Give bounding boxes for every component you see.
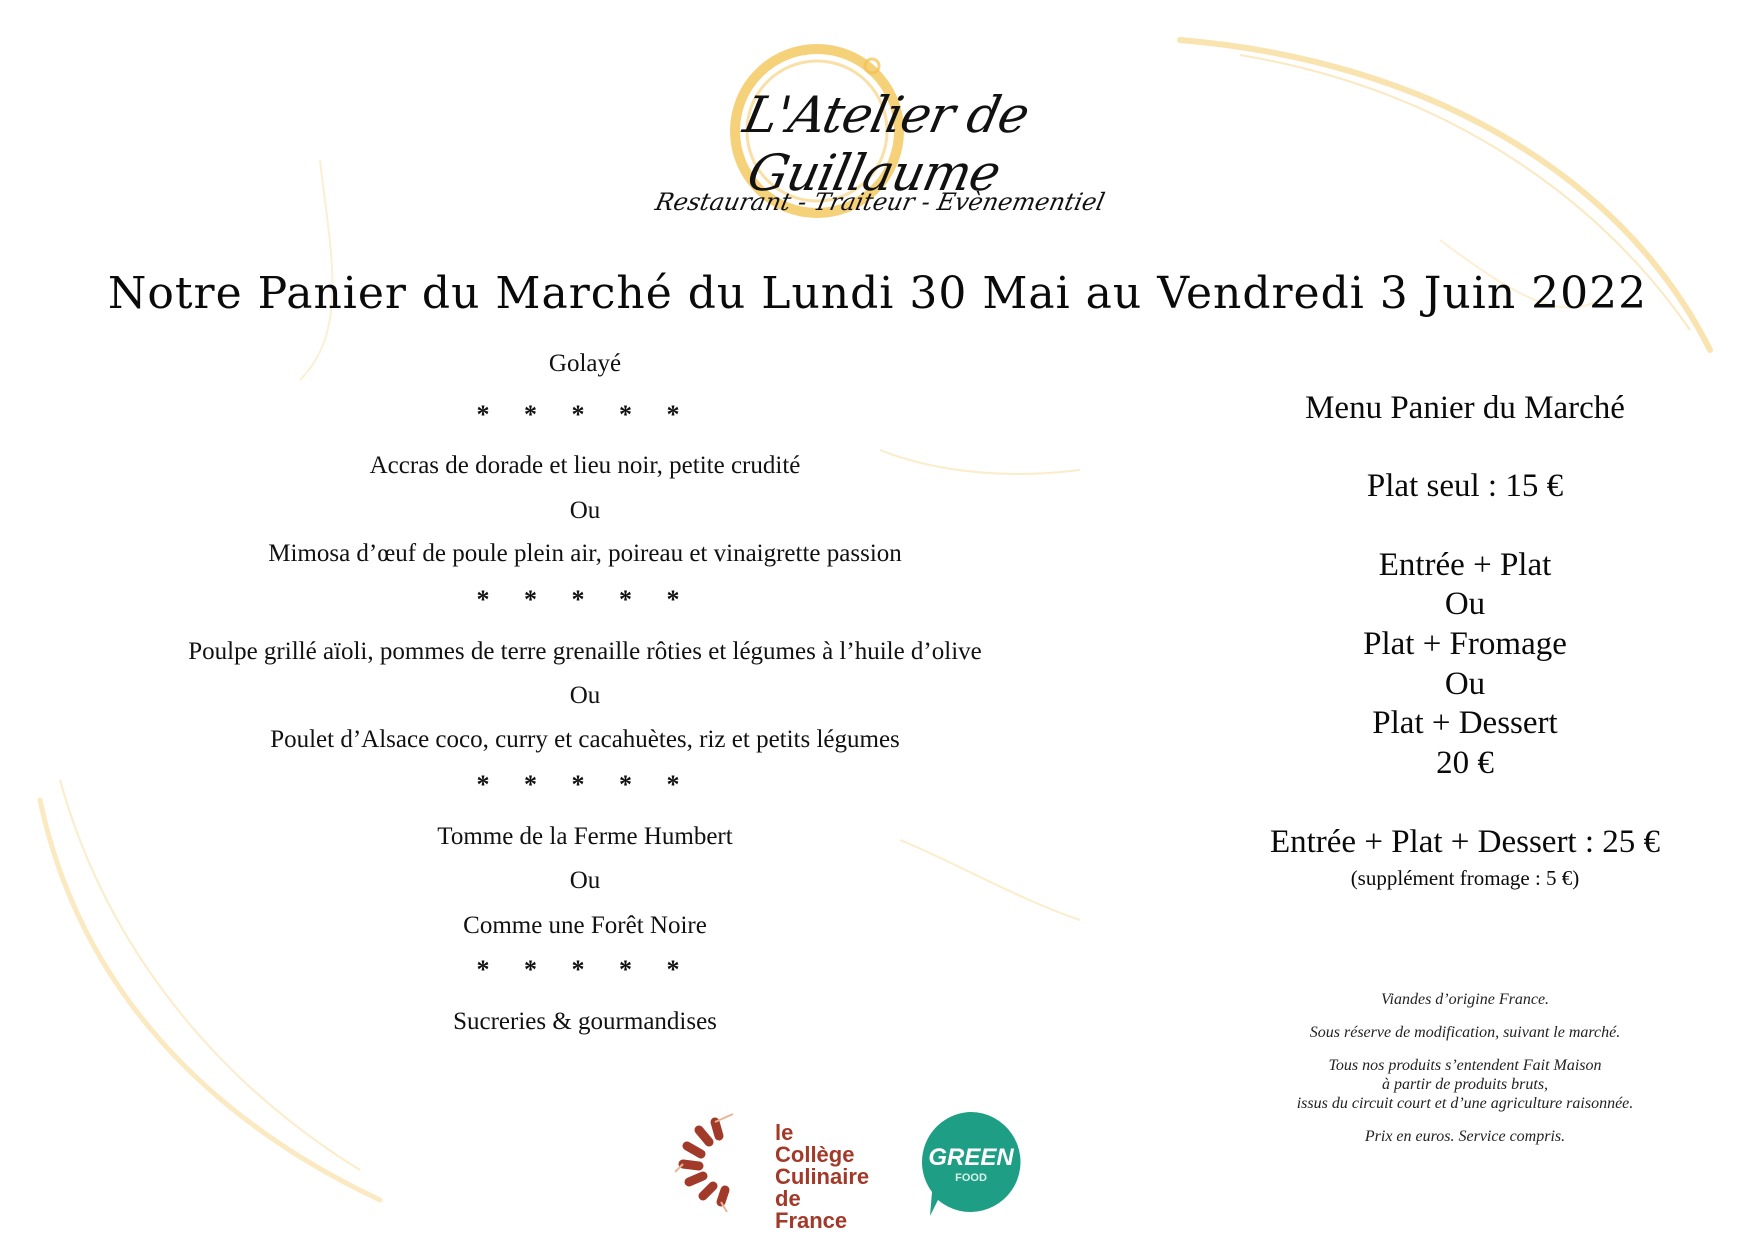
college-line-2: Culinaire [775, 1164, 870, 1189]
logo-tagline: Restaurant - Traiteur - Evènementiel [652, 188, 1108, 216]
green-food-logo [918, 1108, 1030, 1220]
or-separator: Ou [1444, 586, 1486, 622]
separator: * * * * * [476, 770, 694, 799]
cheese-supplement: (supplément fromage : 5 €) [1350, 866, 1580, 890]
sweets-line: Sucreries & gourmandises [453, 1008, 717, 1035]
separator: * * * * * [476, 400, 694, 429]
note-produits-bruts: à partir de produits bruts, [1381, 1076, 1549, 1093]
note-fait-maison: Tous nos produits s’entendent Fait Maison [1328, 1057, 1602, 1074]
note-prix: Prix en euros. Service compris. [1364, 1128, 1566, 1145]
college-culinaire-logo [675, 1112, 875, 1233]
or-separator: Ou [569, 497, 601, 524]
college-culinaire-text [775, 1122, 875, 1232]
combo-plat-dessert: Plat + Dessert [1372, 705, 1558, 741]
separator: * * * * * [476, 955, 694, 984]
or-separator: Ou [569, 682, 601, 709]
cheese-option: Tomme de la Ferme Humbert [437, 823, 733, 850]
page-title: Notre Panier du Marché du Lundi 30 Mai au Vendredi 3 Juin 2022 [107, 268, 1648, 319]
amuse-bouche: Golayé [548, 350, 622, 377]
college-line-1: le Collège [775, 1120, 855, 1167]
price-full-menu: Entrée + Plat + Dessert : 25 € [1269, 824, 1661, 860]
note-origin: Viandes d’origine France. [1380, 991, 1550, 1008]
combo-price: 20 € [1436, 745, 1494, 781]
note-modification: Sous réserve de modification, suivant le marché. [1309, 1024, 1621, 1041]
starter-option-2: Mimosa d’œuf de poule plein air, poireau et vinaigrette passion [268, 540, 902, 567]
starter-option-1: Accras de dorade et lieu noir, petite crudité [369, 452, 801, 479]
main-option-1: Poulpe grillé aïoli, pommes de terre grenaille rôties et légumes à l’huile d’olive [188, 638, 982, 665]
main-option-2: Poulet d’Alsace coco, curry et cacahuètes, riz et petits légumes [270, 726, 900, 753]
combo-entree-plat: Entrée + Plat [1378, 547, 1552, 583]
combo-plat-fromage: Plat + Fromage [1363, 626, 1567, 662]
or-separator: Ou [1444, 666, 1486, 702]
or-separator: Ou [569, 867, 601, 894]
restaurant-logo [640, 28, 1120, 258]
green-food-title: GREEN [928, 1144, 1014, 1171]
note-circuit-court: issus du circuit court et d’une agriculture raisonnée. [1296, 1095, 1634, 1112]
dessert-option: Comme une Forêt Noire [463, 912, 707, 939]
green-food-subtitle: FOOD [955, 1172, 987, 1184]
college-line-3: de France [775, 1186, 848, 1233]
footnotes [1215, 990, 1715, 1146]
pricing-title: Menu Panier du Marché [1305, 390, 1625, 426]
separator: * * * * * [476, 585, 694, 614]
college-skewers-icon [675, 1112, 771, 1212]
logo-name: L'Atelier de Guillaume [738, 86, 1034, 202]
price-plat-seul: Plat seul : 15 € [1366, 468, 1564, 504]
